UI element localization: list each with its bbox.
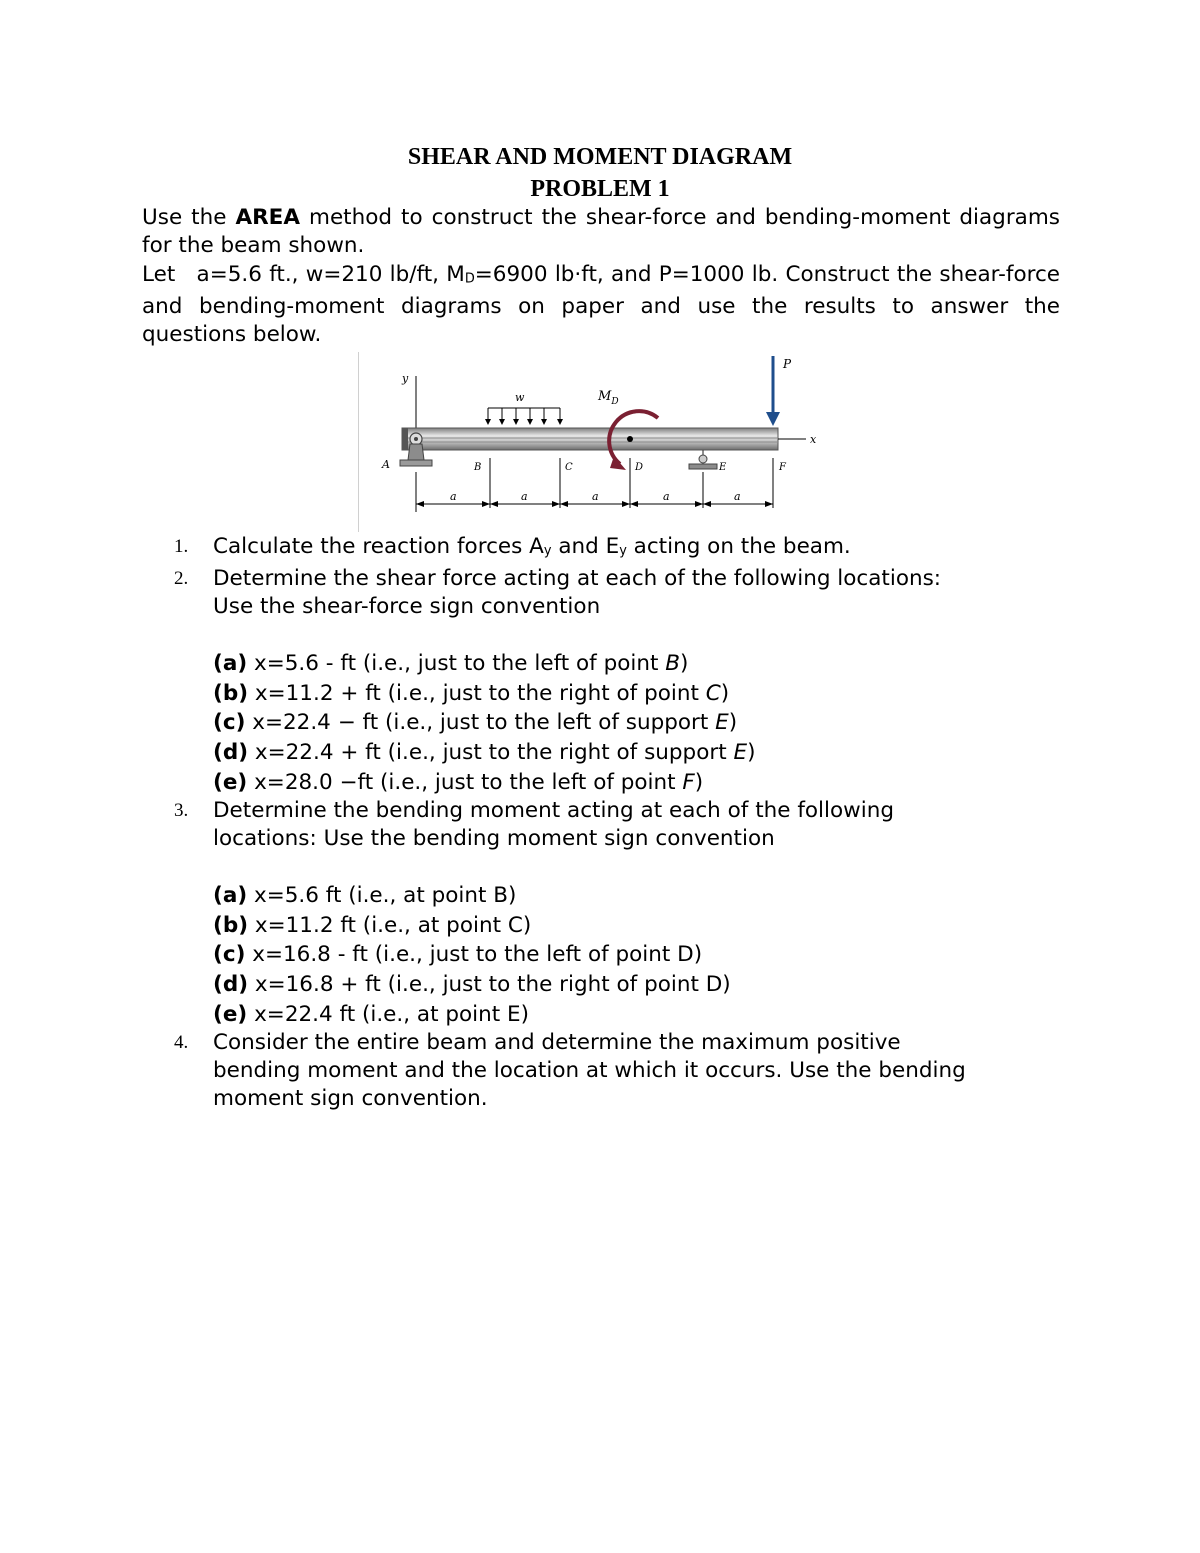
q4-line-3: moment sign convention. xyxy=(213,1086,488,1112)
question-2 xyxy=(142,565,1060,797)
dim-label-5: a xyxy=(734,490,741,503)
intro-rest: method to construct the shear-force and bending-moment diagrams for the beam shown. xyxy=(142,205,1060,258)
load-p-label: P xyxy=(783,357,792,371)
question-number: 3. xyxy=(174,800,189,822)
given-w: w=210 lb/ft, xyxy=(305,262,440,287)
roller-support-e xyxy=(689,450,717,469)
q2-item-a: (a) x=5.6 - ft (i.e., just to the left of point B) xyxy=(213,651,689,677)
dim-label-2: a xyxy=(521,490,528,503)
q3-item-a: (a) x=5.6 ft (i.e., at point B) xyxy=(213,883,517,909)
intro-area-keyword: AREA xyxy=(235,205,300,230)
beam-figure xyxy=(358,352,838,532)
q1-sub-ey: y xyxy=(619,543,627,559)
given-md-prefix: M xyxy=(446,262,465,287)
dim-label-4: a xyxy=(663,490,670,503)
question-number: 1. xyxy=(174,536,189,557)
question-4 xyxy=(142,1029,1060,1113)
beam xyxy=(402,428,778,450)
givens-and: and xyxy=(611,262,652,287)
y-axis-label: y xyxy=(402,372,409,385)
q2-line-1: Determine the shear force acting at each of the following locations: xyxy=(213,566,942,592)
point-label-a: A xyxy=(382,458,390,471)
dim-label-1: a xyxy=(450,490,457,503)
givens-rest: Construct the shear-force and bending-moment diagrams on paper and use the results to answer the questions below. xyxy=(142,262,1061,348)
given-md-unit: lb·ft, xyxy=(554,262,604,287)
question-number: 4. xyxy=(174,1032,189,1054)
q1-text-a: Calculate the reaction forces A xyxy=(213,534,544,559)
question-1 xyxy=(142,533,1060,565)
point-label-b: B xyxy=(474,462,482,473)
page-title: SHEAR AND MOMENT DIAGRAM xyxy=(407,144,793,170)
q3-item-b: (b) x=11.2 ft (i.e., at point C) xyxy=(213,912,532,938)
question-number: 2. xyxy=(174,568,189,590)
point-load-p xyxy=(766,356,780,426)
q4-line-2: bending moment and the location at which it occurs. Use the bending xyxy=(213,1058,966,1084)
point-label-c: C xyxy=(565,462,573,473)
given-md-value: =6900 xyxy=(474,262,548,287)
q4-line-1: Consider the entire beam and determine the maximum positive xyxy=(213,1030,901,1056)
q3-line-1: Determine the bending moment acting at each of the following xyxy=(213,798,894,824)
intro-paragraph xyxy=(142,204,1060,260)
q2-item-e: (e) x=28.0 −ft (i.e., just to the left of point F) xyxy=(213,769,704,795)
load-w-label: w xyxy=(515,391,525,404)
x-axis-label: x xyxy=(810,433,817,446)
q3-line-2: locations: Use the bending moment sign convention xyxy=(213,826,775,852)
question-3 xyxy=(142,797,1060,1029)
given-md xyxy=(446,262,547,287)
q2-item-b: (b) x=11.2 + ft (i.e., just to the right of point C) xyxy=(213,680,730,706)
q1-text-c: acting on the beam. xyxy=(626,534,851,559)
q2-item-d: (d) x=22.4 + ft (i.e., just to the right of support E) xyxy=(213,740,756,766)
given-md-sub: D xyxy=(464,271,475,287)
moment-md-label: $M_D$ xyxy=(598,389,619,407)
givens-paragraph xyxy=(142,261,1060,349)
distributed-load-w xyxy=(488,408,560,424)
q2-subitems xyxy=(213,649,1060,797)
q1-sub-ay: y xyxy=(543,543,552,559)
question-list xyxy=(142,533,1060,1113)
q2-line-2: Use the shear-force sign convention xyxy=(213,594,601,620)
given-p: P=1000 lb. xyxy=(658,262,779,287)
q3-item-c: (c) x=16.8 - ft (i.e., just to the left of point D) xyxy=(213,942,703,968)
point-label-e: E xyxy=(719,462,727,473)
q3-subitems xyxy=(213,881,1060,1029)
point-label-f: F xyxy=(779,462,786,473)
dim-label-3: a xyxy=(592,490,599,503)
q3-item-d: (d) x=16.8 + ft (i.e., just to the right of point D) xyxy=(213,972,731,998)
q2-item-c: (c) x=22.4 − ft (i.e., just to the left of support E) xyxy=(213,710,738,736)
problem-heading: PROBLEM 1 xyxy=(530,176,670,202)
q1-text-b: and E xyxy=(551,534,620,559)
givens-let: Let xyxy=(142,262,176,287)
q3-item-e: (e) x=22.4 ft (i.e., at point E) xyxy=(213,1001,529,1027)
point-label-d: D xyxy=(635,462,644,473)
given-a: a=5.6 ft., xyxy=(196,262,299,287)
intro-use: Use the xyxy=(142,205,227,230)
